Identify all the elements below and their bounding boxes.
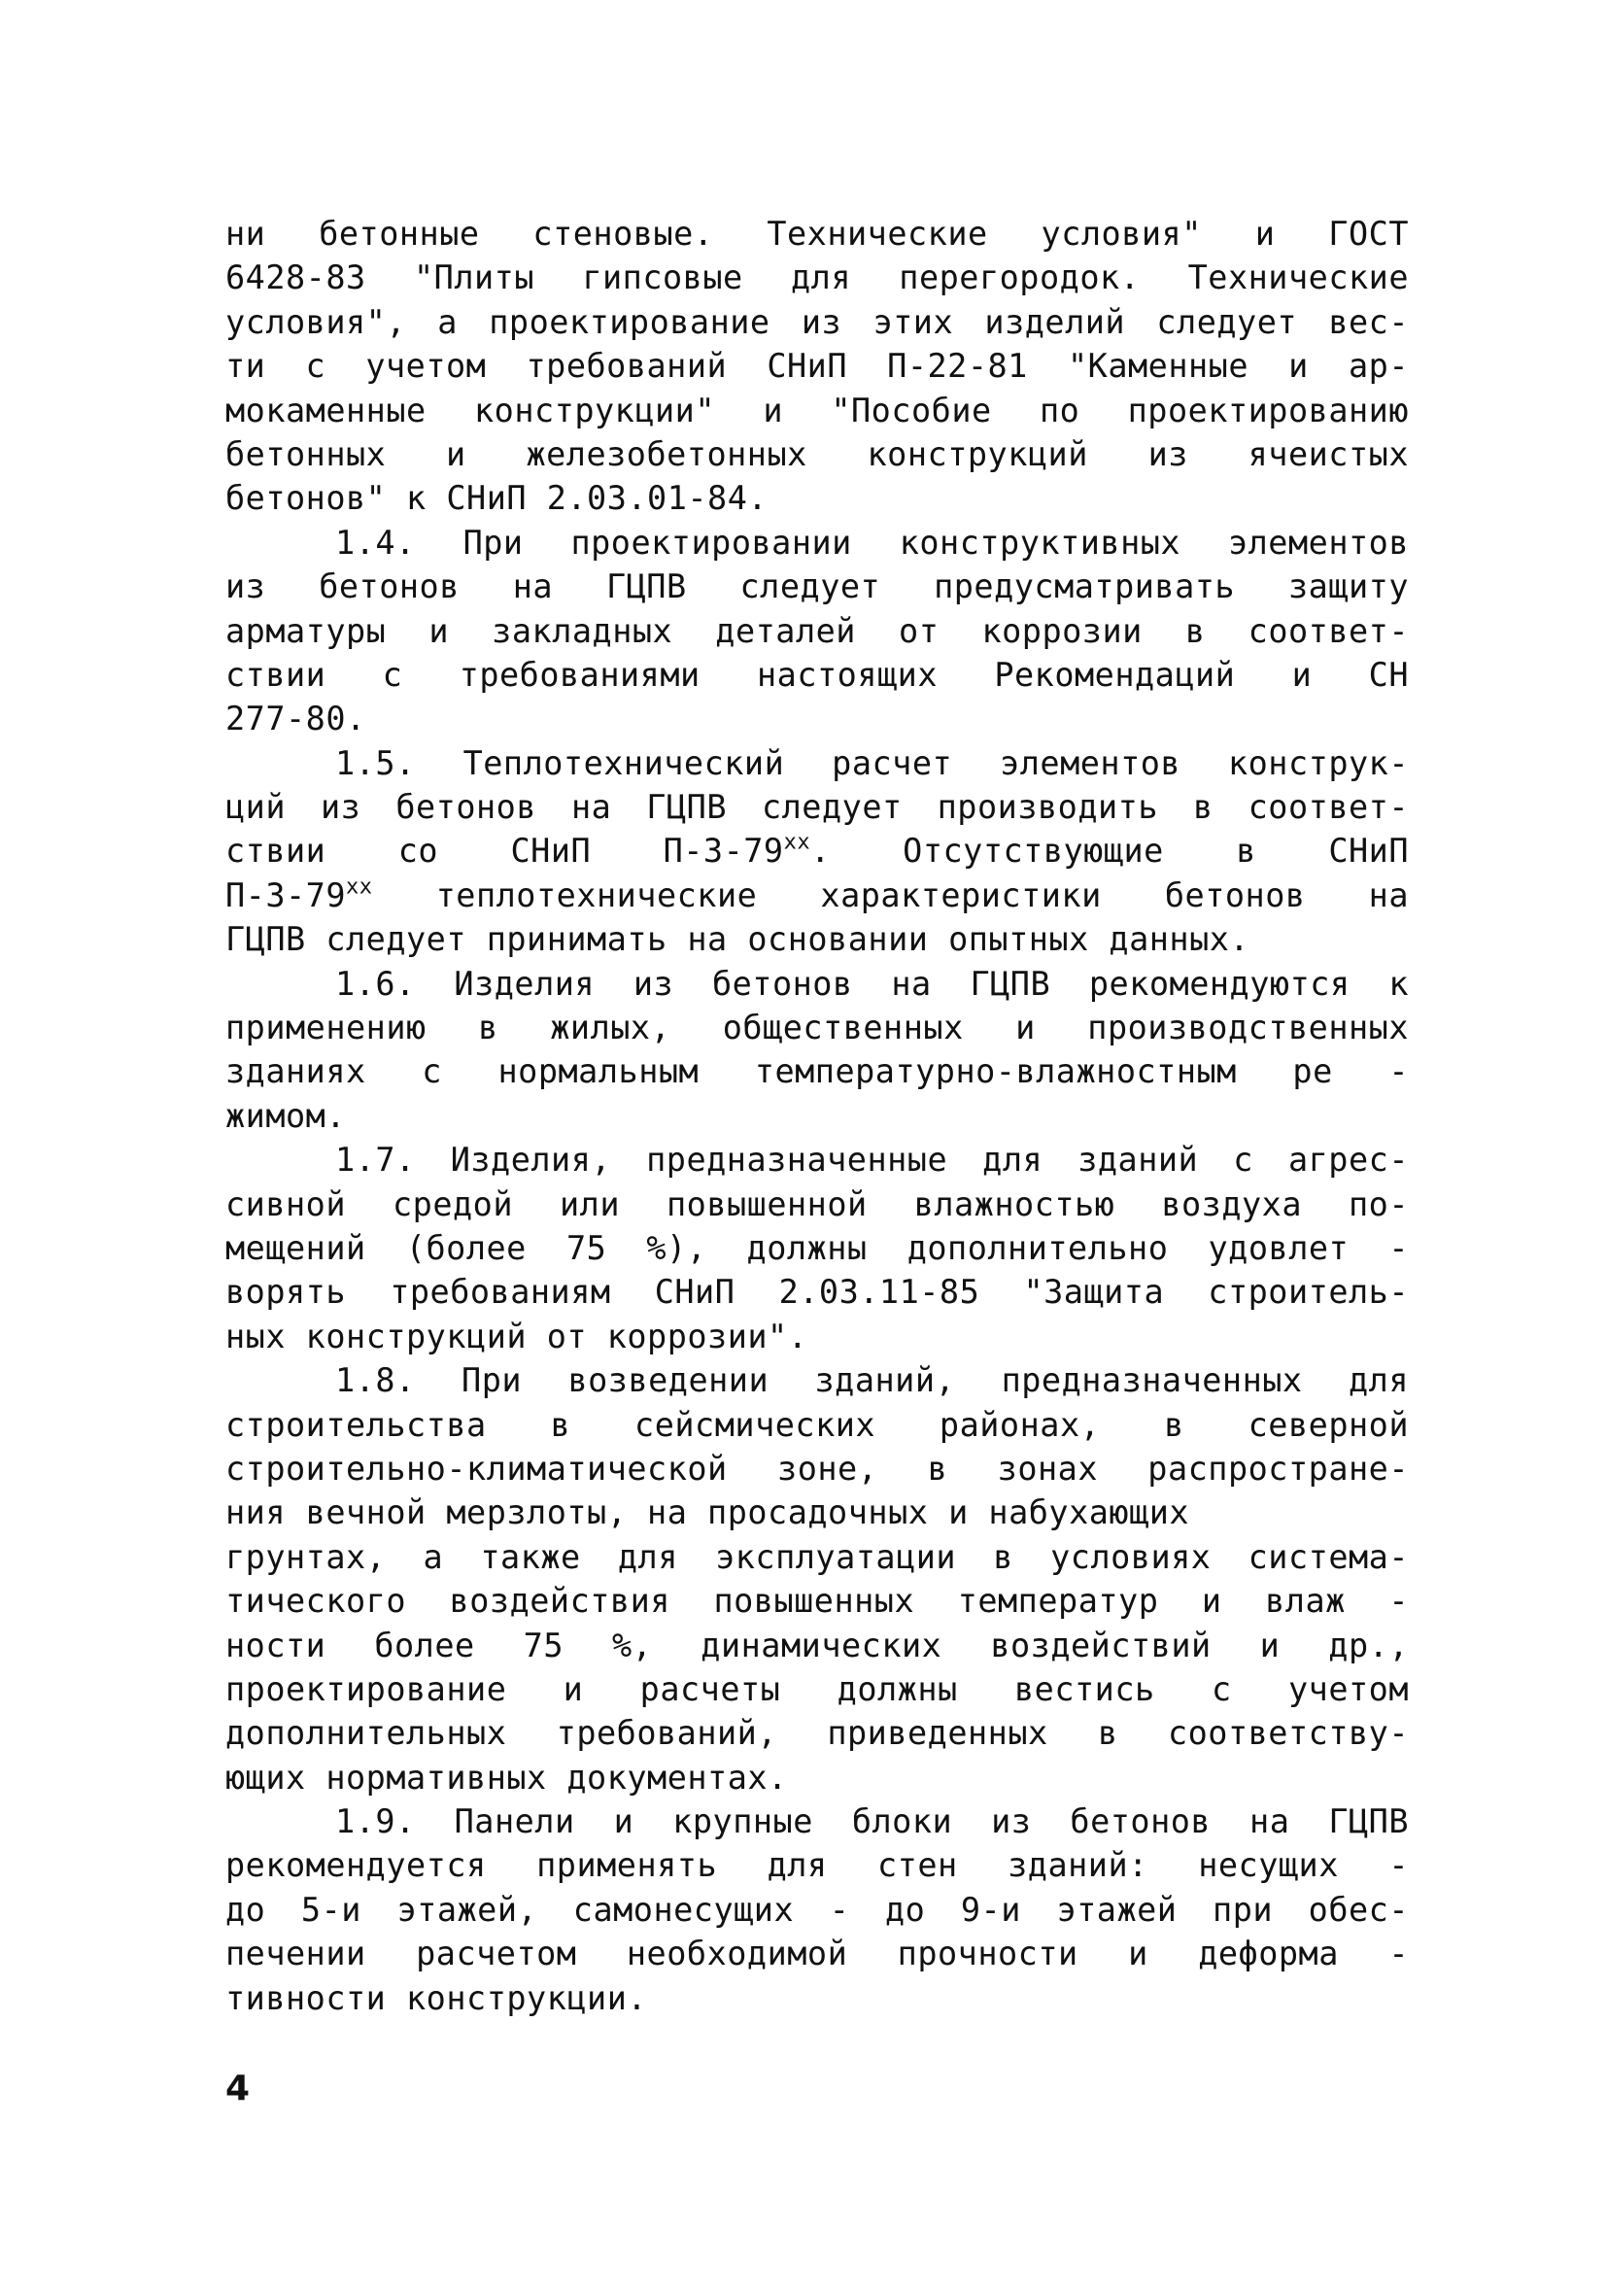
text-line [225, 1624, 1409, 1667]
text-line-content: тивности конструкции. [225, 1978, 648, 2017]
text-line-content: зданиях с нормальным температурно-влажностным ре - [225, 1052, 1409, 1091]
text-line-content: печении расчетом необходимой прочности и деформа - [225, 1935, 1409, 1973]
text-line [225, 212, 1409, 256]
text-line-content: арматуры и закладных деталей от коррозии в соответ- [225, 611, 1409, 650]
text-line [225, 1711, 1409, 1755]
text-line-content: ни бетонные стеновые. Технические условия" и ГОСТ [225, 215, 1409, 253]
text-line-content: проектирование и расчеты должны вестись с учетом [225, 1669, 1409, 1708]
text-line [225, 1138, 1409, 1182]
text-line-content: рекомендуется применять для стен зданий: несущих - [225, 1846, 1409, 1885]
text-line-content: бетонов" к СНиП 2.03.01-84. [225, 479, 769, 518]
text-line-content: мокаменные конструкции" и "Пособие по проектированию [225, 391, 1409, 429]
text-line-content: жимом. [225, 1096, 347, 1135]
text-line [225, 565, 1409, 608]
text-line [225, 476, 1409, 520]
superscript-mark: xx [346, 874, 373, 900]
text-line-content: условия", а проектирование из этих изделий следует вес- [225, 302, 1409, 341]
text-line [225, 1358, 1409, 1402]
text-line-content: бетонных и железобетонных конструкций из ячеистых [225, 434, 1409, 473]
text-line [225, 1226, 1409, 1270]
text-line-content: П-3-79 [225, 875, 347, 914]
text-line-content: 1.5. Теплотехнический расчет элементов конструк- [335, 743, 1409, 782]
text-line [225, 917, 1409, 961]
text-line-content: грунтах, а также для эксплуатации в условиях системa- [225, 1537, 1409, 1576]
text-line [225, 1315, 1409, 1358]
text-line [225, 432, 1409, 476]
text-line-content: ющих нормативных документах. [225, 1758, 788, 1797]
text-line-content: строительно-климатической зоне, в зонах распростране- [225, 1449, 1409, 1488]
text-line [225, 1403, 1409, 1447]
text-line-content: тического воздействия повышенных температур и влаж - [225, 1582, 1409, 1621]
text-line [225, 962, 1409, 1006]
text-line-content: ГЦПВ следует принимать на основании опытных данных. [225, 920, 1250, 959]
text-line-content: 1.7. Изделия, предназначенные для зданий с агрес- [335, 1141, 1409, 1180]
superscript-mark: xx [783, 830, 811, 855]
text-line-content: ворять требованиям СНиП 2.03.11-85 "Защита строитель- [225, 1273, 1409, 1312]
text-line [225, 609, 1409, 653]
text-line-content: ности более 75 %, динамических воздействий и др., [225, 1626, 1409, 1664]
text-line-content: ти с учетом требований СНиП П-22-81 "Каменные и ар- [225, 347, 1409, 386]
text-line [225, 521, 1409, 565]
text-line-content: из бетонов на ГЦПВ следует предусматривать защиту [225, 567, 1409, 606]
text-line [225, 344, 1409, 388]
text-line-content: 277-80. [225, 700, 366, 738]
text-line-content: ствии со СНиП П-3-79 [225, 832, 784, 871]
text-line-content: строительства в сейсмических районах, в северной [225, 1405, 1409, 1444]
text-line-continuation: . Отсутствующие в СНиП [810, 832, 1409, 871]
text-line-content: мещений (более 75 %), должны дополнительно удовлет - [225, 1228, 1409, 1267]
text-line [225, 741, 1409, 785]
text-line [225, 1843, 1409, 1887]
text-line [225, 1932, 1409, 1975]
text-line-content: ных конструкций от коррозии". [225, 1317, 808, 1355]
text-line [225, 697, 1409, 740]
text-line [225, 785, 1409, 829]
text-line-content: 1.8. При возведении зданий, предназначенных для [335, 1361, 1409, 1400]
text-line [225, 874, 1409, 917]
text-line-content: дополнительных требований, приведенных в соответству- [225, 1714, 1409, 1753]
text-line-content: ствии с требованиями настоящих Рекомендаций и СН [225, 655, 1409, 694]
text-line [225, 1756, 1409, 1799]
text-line [225, 1976, 1409, 2020]
text-line [225, 829, 1409, 873]
text-line [225, 1006, 1409, 1049]
text-line [225, 1182, 1409, 1226]
text-line-content: ния вечной мерзлоты, на просадочных и набухающих [225, 1493, 1190, 1532]
text-line [225, 1799, 1409, 1843]
text-line [225, 1270, 1409, 1314]
text-line [225, 1491, 1409, 1534]
text-line [225, 1049, 1409, 1093]
text-line-content: до 5-и этажей, самонесущих - до 9-и этажей при обес- [225, 1890, 1409, 1929]
text-line-content: ций из бетонов на ГЦПВ следует производить в соответ- [225, 788, 1409, 827]
text-line [225, 300, 1409, 344]
body-text [225, 212, 1409, 2020]
text-line [225, 1667, 1409, 1711]
text-line-content: применению в жилых, общественных и производственных [225, 1009, 1409, 1047]
page-number: 4 [225, 2069, 251, 2108]
text-line [225, 1094, 1409, 1138]
text-line-content: 6428-83 "Плиты гипсовые для перегородок. Технические [225, 258, 1409, 297]
text-line [225, 1535, 1409, 1579]
text-line-content: сивной средой или повышенной влажностью воздуха по- [225, 1184, 1409, 1223]
text-line [225, 1447, 1409, 1491]
text-line [225, 389, 1409, 432]
text-line-content: 1.9. Панели и крупные блоки из бетонов на ГЦПВ [335, 1802, 1409, 1841]
text-line [225, 1888, 1409, 1932]
text-line-continuation: теплотехнические характеристики бетонов на [372, 875, 1409, 914]
text-line [225, 653, 1409, 697]
text-line [225, 256, 1409, 299]
text-line-content: 1.4. При проектировании конструктивных элементов [335, 523, 1409, 562]
text-line [225, 1579, 1409, 1623]
text-line-content: 1.6. Изделия из бетонов на ГЦПВ рекомендуются к [335, 964, 1409, 1003]
